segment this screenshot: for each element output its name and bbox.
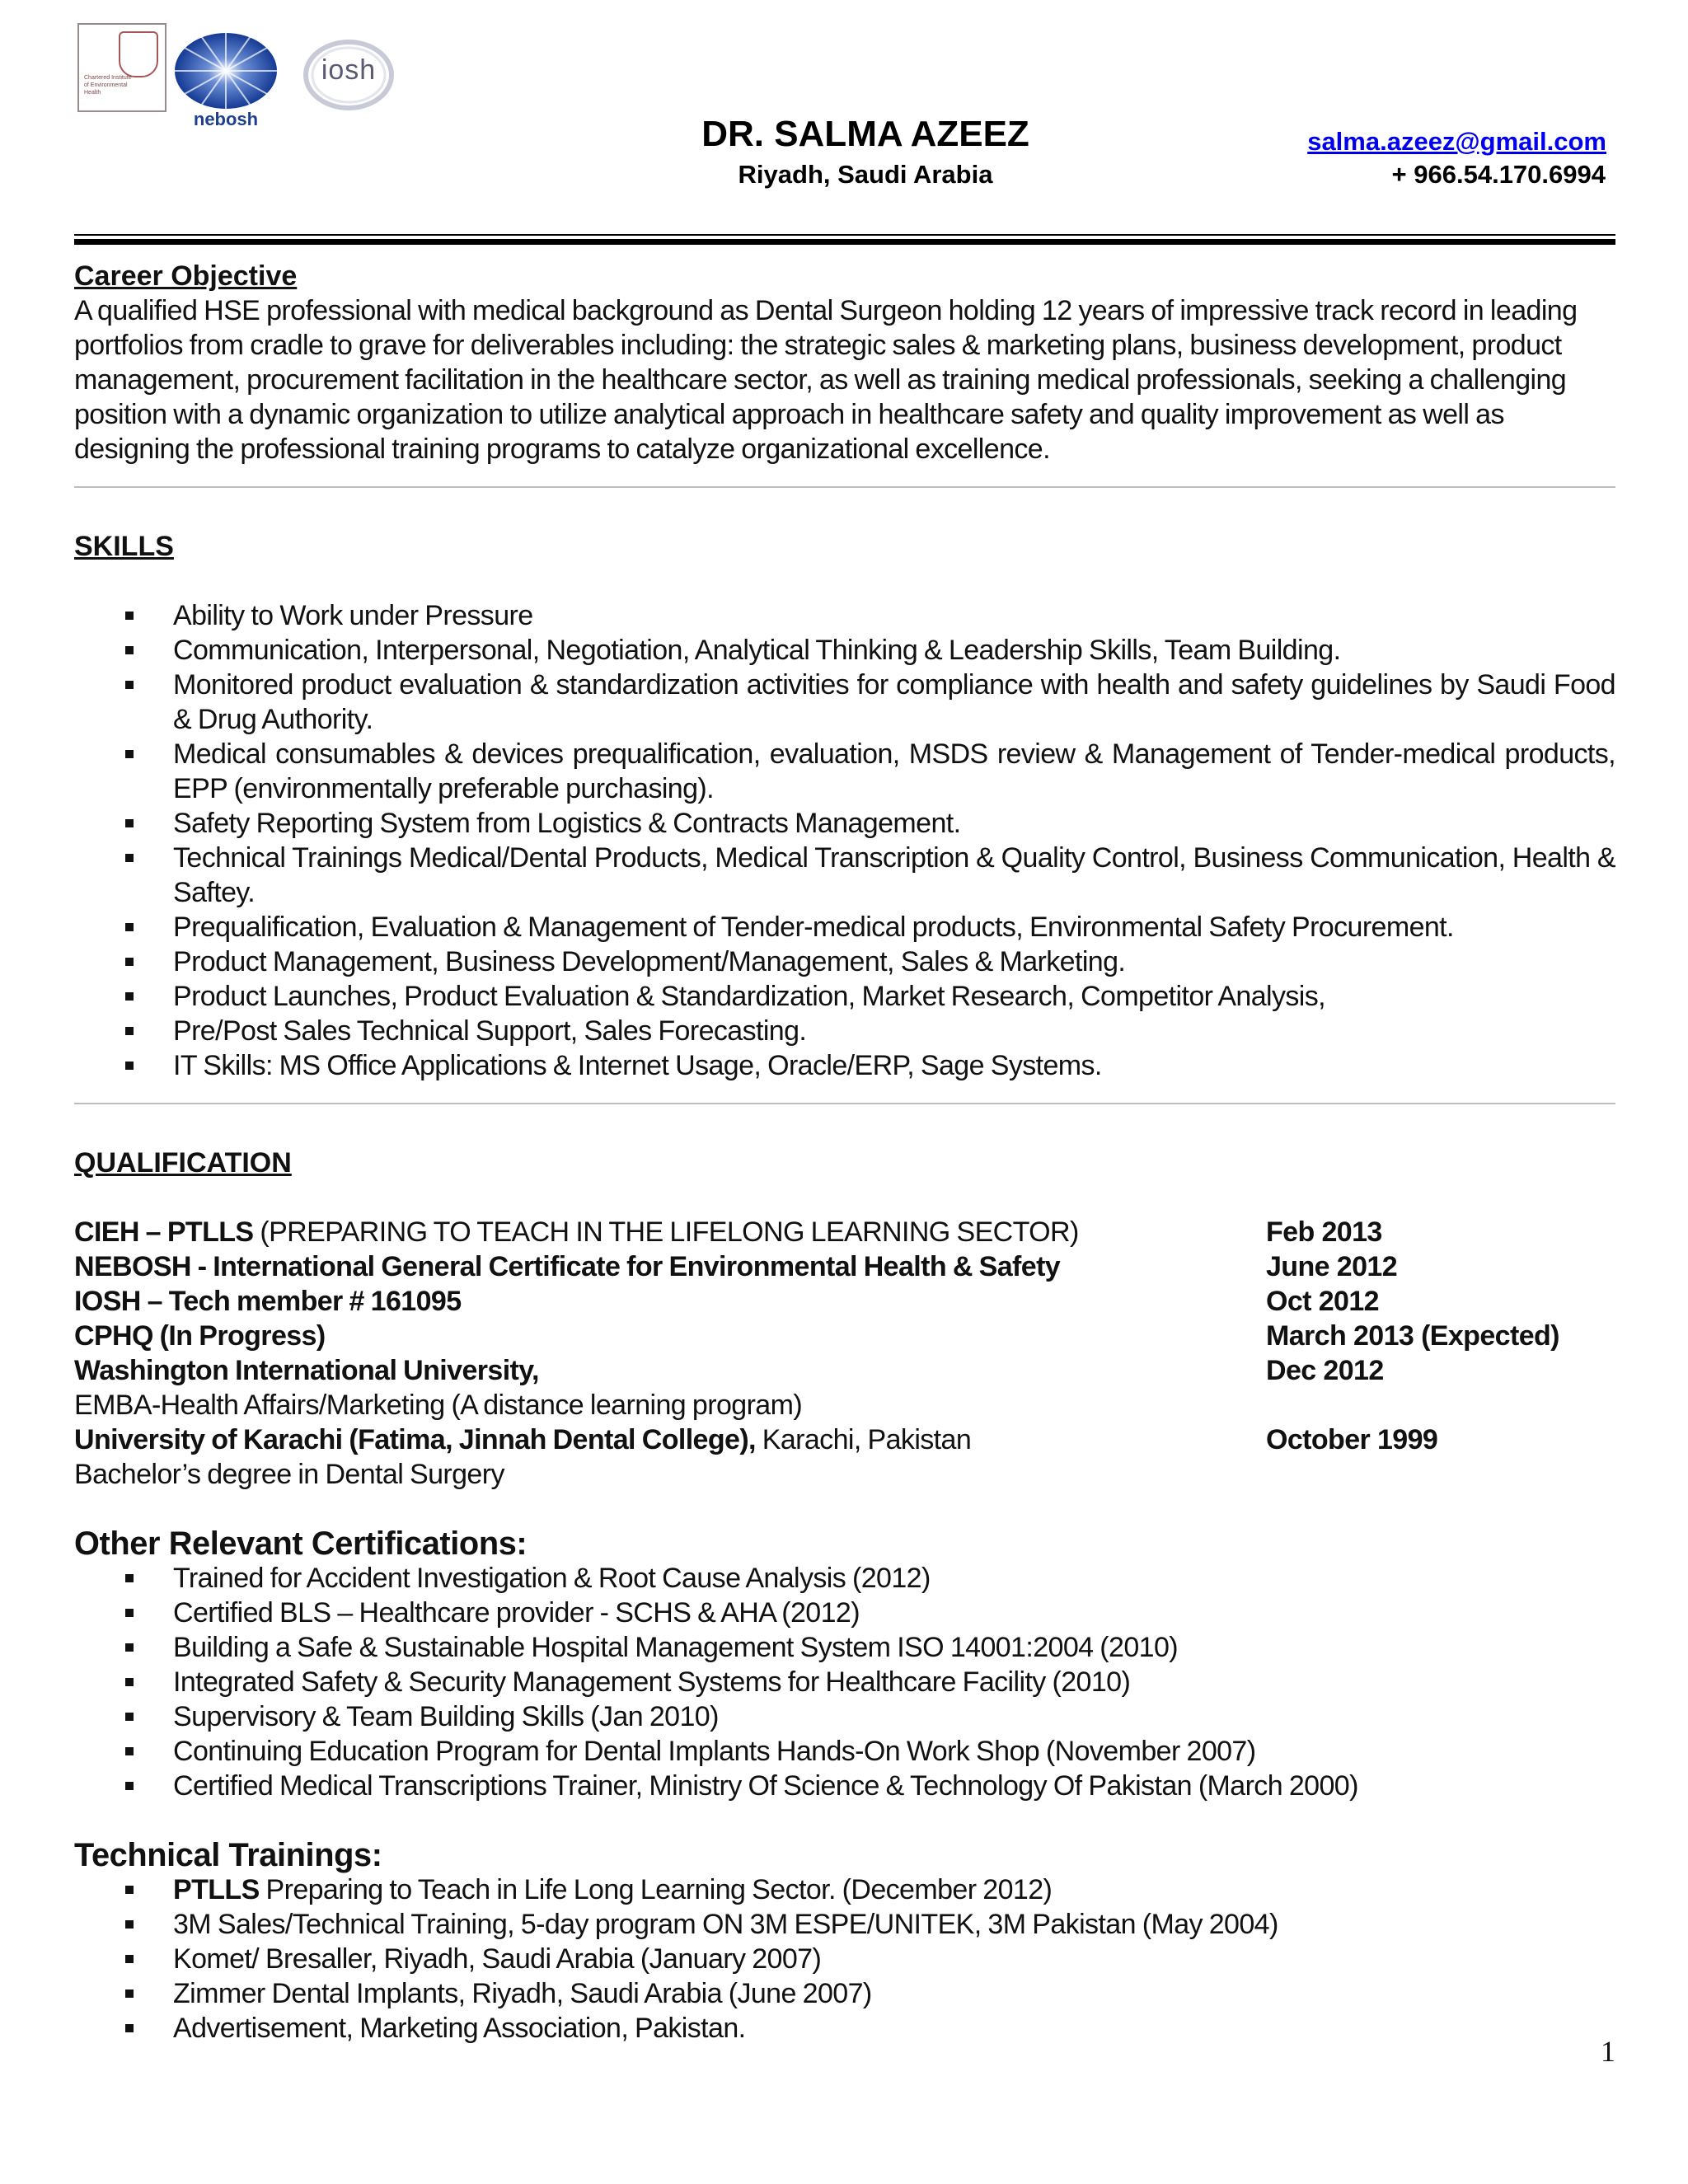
bullet-square-icon bbox=[125, 1027, 134, 1035]
certification-text: Building a Safe & Sustainable Hospital Management System ISO 14001:2004 (2010) bbox=[173, 1632, 1178, 1663]
qualification-bold-text: IOSH – Tech member # 161095 bbox=[74, 1286, 462, 1317]
bullet-square-icon bbox=[125, 2024, 134, 2032]
qualification-bold-text: CIEH – PTLLS bbox=[74, 1216, 254, 1248]
qualification-date bbox=[1266, 1457, 1612, 1492]
bullet-square-icon bbox=[125, 646, 134, 654]
nebosh-logo-text: nebosh bbox=[193, 109, 259, 129]
bullet-square-icon bbox=[125, 819, 134, 827]
bullet-square-icon bbox=[125, 1990, 134, 1998]
certification-text: Certified BLS – Healthcare provider - SCHS & AHA (2012) bbox=[173, 1597, 860, 1629]
candidate-name: DR. SALMA AZEEZ bbox=[701, 114, 1029, 154]
training-item bbox=[74, 2011, 1615, 2046]
skill-item bbox=[74, 1048, 1615, 1083]
iosh-logo-text: iosh bbox=[321, 54, 377, 86]
training-item bbox=[74, 1976, 1615, 2011]
skill-text: Product Management, Business Development/Management, Sales & Marketing. bbox=[173, 946, 1126, 977]
qualification-date: June 2012 bbox=[1266, 1251, 1398, 1282]
candidate-location: Riyadh, Saudi Arabia bbox=[738, 160, 993, 189]
qualification-heading: QUALIFICATION bbox=[74, 1147, 292, 1179]
skill-text: Product Launches, Product Evaluation & Standardization, Market Research, Competitor Analysis, bbox=[173, 981, 1325, 1012]
training-item bbox=[74, 1907, 1615, 1942]
bullet-square-icon bbox=[125, 1643, 134, 1652]
skill-item bbox=[74, 841, 1615, 910]
skill-item bbox=[74, 1014, 1615, 1048]
training-text: Advertisement, Marketing Association, Pakistan. bbox=[173, 2013, 746, 2044]
qualification-title bbox=[74, 1249, 1266, 1284]
cieh-crest-icon bbox=[119, 31, 158, 77]
certification-item bbox=[74, 1630, 1615, 1665]
qualification-row bbox=[74, 1422, 1615, 1457]
bullet-square-icon bbox=[125, 854, 134, 862]
certification-text: Trained for Accident Investigation & Root Cause Analysis (2012) bbox=[173, 1563, 931, 1594]
bullet-square-icon bbox=[125, 1782, 134, 1790]
bullet-square-icon bbox=[125, 1920, 134, 1929]
training-item bbox=[74, 1942, 1615, 1976]
skills-list bbox=[74, 598, 1615, 1083]
trainings-section bbox=[74, 1838, 1615, 2046]
qualification-normal-text: EMBA-Health Affairs/Marketing (A distance learning program) bbox=[74, 1390, 803, 1421]
section-divider bbox=[74, 486, 1615, 488]
certification-item bbox=[74, 1596, 1615, 1630]
skills-section bbox=[74, 529, 1615, 1083]
section-divider bbox=[74, 1103, 1615, 1104]
bullet-square-icon bbox=[125, 1574, 134, 1582]
qualification-row bbox=[74, 1249, 1615, 1284]
bullet-square-icon bbox=[125, 681, 134, 689]
phone-number: + 966.54.170.6994 bbox=[1391, 160, 1606, 189]
qualification-date: March 2013 (Expected) bbox=[1266, 1320, 1559, 1352]
certification-text: Integrated Safety & Security Management Systems for Healthcare Facility (2010) bbox=[173, 1666, 1131, 1698]
qualification-bold-text: NEBOSH - International General Certificate for Environmental Health & Safety bbox=[74, 1251, 1061, 1282]
bullet-square-icon bbox=[125, 992, 134, 1001]
certifications-list bbox=[74, 1561, 1615, 1803]
bullet-square-icon bbox=[125, 1747, 134, 1755]
skill-item bbox=[74, 668, 1615, 737]
career-objective-text: A qualified HSE professional with medical background as Dental Surgeon holding 12 years of impressive track record in leading portfolios from cradle to grave for deliverables including: the strategic sales & marketing plans, business development, product management, procurement facilitation in the healthcare sector, as well as training medical professionals, seeking a challenging position with a dynamic organization to utilize analytical approach in healthcare safety and quality improvement as well as designing the professional training programs to catalyze organizational excellence. bbox=[74, 295, 1578, 465]
bullet-square-icon bbox=[125, 1886, 134, 1894]
skills-heading: SKILLS bbox=[74, 531, 174, 562]
training-text: Preparing to Teach in Life Long Learning Sector. (December 2012) bbox=[259, 1874, 1053, 1905]
nebosh-logo bbox=[168, 30, 284, 129]
bullet-square-icon bbox=[125, 923, 134, 931]
skill-item bbox=[74, 910, 1615, 944]
cieh-logo-text: Chartered Institute of Environmental Health bbox=[84, 75, 132, 96]
bullet-square-icon bbox=[125, 1713, 134, 1721]
skill-item bbox=[74, 806, 1615, 841]
skill-item bbox=[74, 633, 1615, 668]
qualification-title bbox=[74, 1353, 1266, 1388]
qualification-row bbox=[74, 1388, 1615, 1422]
skill-item bbox=[74, 737, 1615, 806]
trainings-heading: Technical Trainings: bbox=[74, 1837, 382, 1873]
certification-item bbox=[74, 1734, 1615, 1769]
header-rule-thin bbox=[74, 234, 1615, 236]
nebosh-globe-icon bbox=[168, 30, 284, 112]
certifications-heading: Other Relevant Certifications: bbox=[74, 1526, 528, 1562]
skill-item bbox=[74, 944, 1615, 979]
skill-text: Ability to Work under Pressure bbox=[173, 600, 533, 631]
bullet-square-icon bbox=[125, 612, 134, 620]
bullet-square-icon bbox=[125, 1062, 134, 1070]
cieh-logo bbox=[77, 23, 166, 112]
qualification-section bbox=[74, 1146, 1615, 1492]
qualification-title bbox=[74, 1284, 1266, 1319]
career-objective-section bbox=[74, 259, 1615, 466]
header-rule-thick bbox=[74, 239, 1615, 245]
skill-text: Prequalification, Evaluation & Management of Tender-medical products, Environmental Safety Procurement. bbox=[173, 912, 1454, 943]
qualification-title bbox=[74, 1422, 1266, 1457]
skill-item bbox=[74, 979, 1615, 1014]
skill-text: Medical consumables & devices prequalification, evaluation, MSDS review & Management of Tender-medical products, EPP (environmentally preferable purchasing). bbox=[173, 738, 1615, 804]
qualification-title bbox=[74, 1215, 1266, 1249]
bullet-square-icon bbox=[125, 750, 134, 758]
skill-text: Safety Reporting System from Logistics & Contracts Management. bbox=[173, 808, 961, 839]
qualification-bold-text: Washington International University, bbox=[74, 1355, 539, 1386]
certification-text: Supervisory & Team Building Skills (Jan 2010) bbox=[173, 1701, 719, 1732]
certification-item bbox=[74, 1769, 1615, 1803]
qualification-normal-text: Bachelor’s degree in Dental Surgery bbox=[74, 1459, 504, 1490]
skill-text: Pre/Post Sales Technical Support, Sales Forecasting. bbox=[173, 1015, 807, 1047]
training-item bbox=[74, 1872, 1615, 1907]
certification-item bbox=[74, 1561, 1615, 1596]
training-bold-text: PTLLS bbox=[173, 1874, 260, 1905]
resume-content bbox=[74, 259, 1615, 2046]
career-objective-heading: Career Objective bbox=[74, 260, 298, 292]
qualification-row bbox=[74, 1284, 1615, 1319]
page-number: 1 bbox=[1601, 2035, 1615, 2068]
training-text: Zimmer Dental Implants, Riyadh, Saudi Arabia (June 2007) bbox=[173, 1978, 872, 2009]
bullet-square-icon bbox=[125, 1678, 134, 1686]
certification-text: Continuing Education Program for Dental Implants Hands-On Work Shop (November 2007) bbox=[173, 1736, 1256, 1767]
bullet-square-icon bbox=[125, 1955, 134, 1963]
bullet-square-icon bbox=[125, 958, 134, 966]
qualification-date: Dec 2012 bbox=[1266, 1355, 1384, 1386]
skill-text: IT Skills: MS Office Applications & Internet Usage, Oracle/ERP, Sage Systems. bbox=[173, 1050, 1102, 1081]
qualification-row bbox=[74, 1215, 1615, 1249]
qualification-title bbox=[74, 1457, 1266, 1492]
qualification-date: Feb 2013 bbox=[1266, 1216, 1382, 1248]
training-text: Komet/ Bresaller, Riyadh, Saudi Arabia (January 2007) bbox=[173, 1943, 822, 1975]
qualification-row bbox=[74, 1353, 1615, 1388]
trainings-list bbox=[74, 1872, 1615, 2046]
qualification-bold-text: University of Karachi (Fatima, Jinnah Dental College), bbox=[74, 1424, 756, 1455]
iosh-logo bbox=[302, 38, 396, 112]
qualification-date: Oct 2012 bbox=[1266, 1286, 1379, 1317]
certification-text: Certified Medical Transcriptions Trainer, Ministry Of Science & Technology Of Pakistan (March 2000) bbox=[173, 1770, 1358, 1802]
qualification-normal-text: Karachi, Pakistan bbox=[755, 1424, 972, 1455]
certification-item bbox=[74, 1665, 1615, 1699]
qualification-title bbox=[74, 1388, 1266, 1422]
qualification-row bbox=[74, 1319, 1615, 1353]
qualification-date: October 1999 bbox=[1266, 1424, 1438, 1455]
skill-text: Monitored product evaluation & standardization activities for compliance with health and safety guidelines by Saudi Food & Drug Authority. bbox=[173, 669, 1615, 735]
certification-item bbox=[74, 1699, 1615, 1734]
qualification-date bbox=[1266, 1388, 1612, 1422]
certifications-section bbox=[74, 1526, 1615, 1803]
qualification-list bbox=[74, 1215, 1615, 1492]
skill-text: Communication, Interpersonal, Negotiation, Analytical Thinking & Leadership Skills, Team Building. bbox=[173, 635, 1341, 666]
skill-text: Technical Trainings Medical/Dental Products, Medical Transcription & Quality Control, Business Communication, Health & Saftey. bbox=[173, 842, 1615, 908]
qualification-normal-text: (PREPARING TO TEACH IN THE LIFELONG LEARNING SECTOR) bbox=[253, 1216, 1079, 1248]
skill-item bbox=[74, 598, 1615, 633]
training-text: 3M Sales/Technical Training, 5-day program ON 3M ESPE/UNITEK, 3M Pakistan (May 2004) bbox=[173, 1909, 1278, 1940]
qualification-bold-text: CPHQ (In Progress) bbox=[74, 1320, 326, 1352]
qualification-title bbox=[74, 1319, 1266, 1353]
email-link[interactable]: salma.azeez@gmail.com bbox=[1307, 127, 1606, 156]
bullet-square-icon bbox=[125, 1609, 134, 1617]
qualification-row bbox=[74, 1457, 1615, 1492]
